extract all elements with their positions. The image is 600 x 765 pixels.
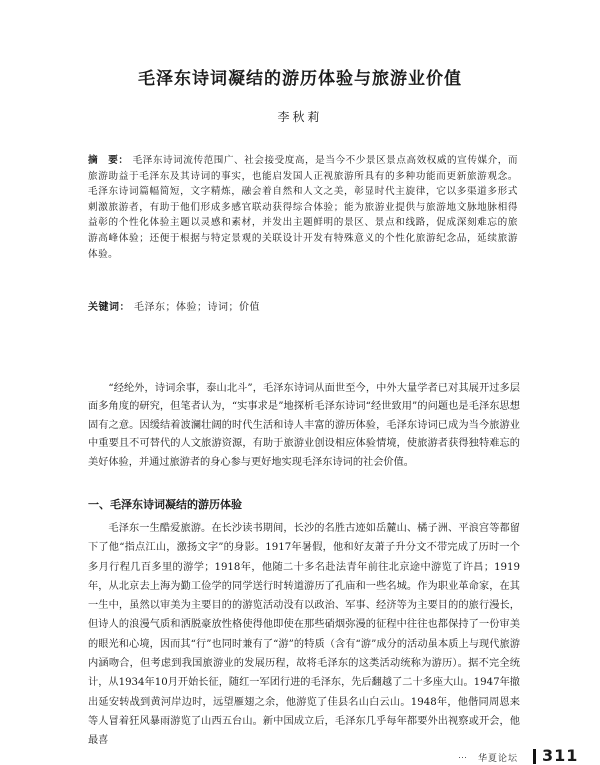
abstract-label: 摘 要： <box>88 155 129 166</box>
article-title: 毛泽东诗词凝结的游历体验与旅游业价值 <box>138 69 462 89</box>
footer-journal-label: ⋯ 华夏论坛 <box>458 754 519 764</box>
author-name: 李秋莉 <box>277 110 323 124</box>
keywords-text: 毛泽东；体验；诗词；价值 <box>134 302 260 313</box>
keywords-line <box>88 298 518 313</box>
abstract-paragraph <box>88 153 518 262</box>
intro-paragraph: “经纶外，诗词余事，泰山北斗”，毛泽东诗词从面世至今，中外大量学者已对其展开过多层面多角度的研究，但笔者认为，“实事求是”地探析毛泽东诗词“经世致用”的问题也是毛泽东思想固有之意。因缓结着波澜壮阔的时代生活和诗人丰富的游历体验，毛泽东诗词已成为当今旅游业中重要且不可替代的人文旅游资源，有助于旅游业创设相应体验情境，使旅游者获得独特难忘的美好体验，并通过旅游者的身心参与更好地实现毛泽东诗词的社会价值。 <box>88 383 520 468</box>
page-number: 311 <box>542 746 579 765</box>
abstract-text: 毛泽东诗词流传范围广、社会接受度高，是当今不少景区景点高效权威的宣传媒介，而旅游助益于毛泽东及其诗词的事实，也能启发国人正视旅游所具有的多种功能而更新旅游观念。毛泽东诗词篇幅简短，文字精炼，融会着自然和人文之美，彰显时代主旋律，它以多渠道多形式刺激旅游者，有助于他们形成多感官联动获得综合体验；能为旅游业提供与旅游地文脉地脉相得益彰的个性化体验主题以灵感和素材，并发出主题鲜明的景区、景点和线路，促成深刻难忘的旅游高峰体验；还便于根据与特定景观的关联设计开发有特殊意义的个性化旅游纪念品，延续旅游体验。 <box>88 155 519 260</box>
body-paragraph: 毛泽东一生酷爱旅游。在长沙读书期间，长沙的名胜古迹如岳麓山、橘子洲、平浪宫等都留下了他“指点江山，激扬文字”的身影。1917年暑假，他和好友萧子升分文不带完成了历时一个多月行程几百多里的游学；1918年，他随二十多名赴法青年前往北京途中游览了许昌；1919年，从北京去上海为勤工俭学的同学送行时转道游历了孔庙和一些名城。作为职业革命家，在其一生中，虽然以审美为主要目的的游览活动没有以政治、军事、经济等为主要目的的旅行漫长，但诗人的浪漫气质和洒脱豪放性格使得他即使在那些硝烟弥漫的征程中往往也都保持了一份审美的眼光和心境，因而其“行”也同时兼有了“游”的特质（含有“游”成分的活动虽本质上与现代旅游内涵吻合，但考虑到我国旅游业的发展历程，故将毛泽东的这类活动统称为游历）。据不完全统计，从1934年10月开始长征，随红一军团行进的毛泽东，先后翻越了二十多座大山。1947年撤出延安转战到黄河岸边时，远望雁翅之余，他游览了佳县名山白云山。1948年，他偕同周恩来等人冒着狂风暴雨游览了山西五台山。新中国成立后，毛泽东几乎每年都要外出视察或开会，他最喜 <box>88 523 520 747</box>
keywords-label: 关键词： <box>88 302 130 313</box>
footer-divider <box>533 749 536 764</box>
section-heading: 一、毛泽东诗词凝结的游历体验 <box>88 498 242 511</box>
